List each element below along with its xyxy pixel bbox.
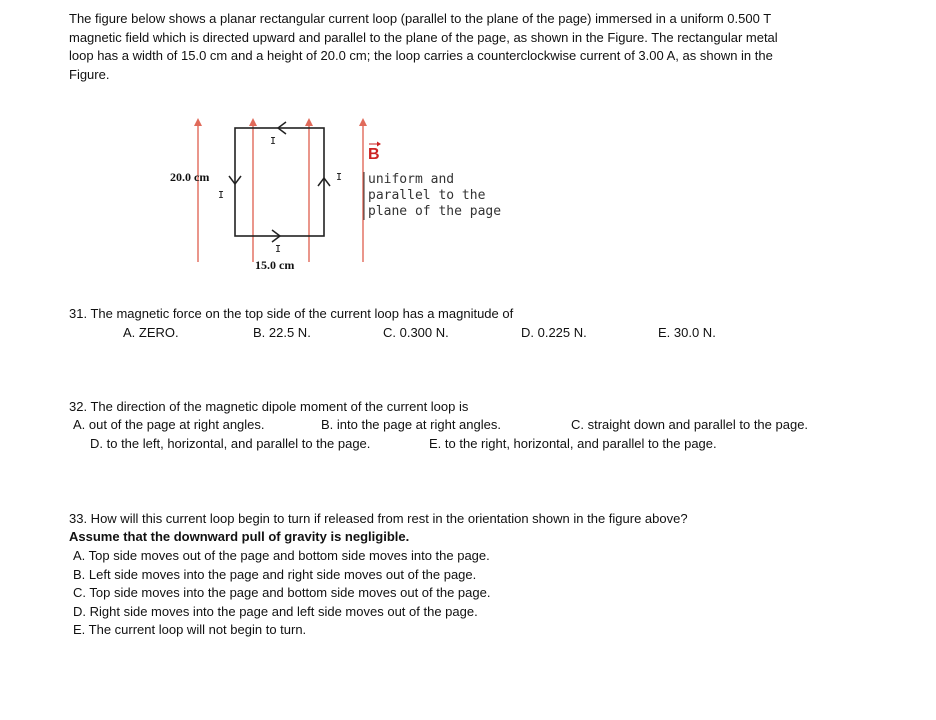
current-label-right: I bbox=[336, 172, 343, 183]
current-label-left: I bbox=[218, 190, 225, 201]
q32-option-a: A. out of the page at right angles. bbox=[73, 417, 265, 432]
q31-option-c: C. 0.300 N. bbox=[383, 325, 449, 340]
q31-option-e: E. 30.0 N. bbox=[658, 325, 716, 340]
current-label-bottom: I bbox=[275, 244, 282, 255]
intro-line-2: magnetic field which is directed upward and parallel to the plane of the page, as shown in the Figure. The rectangular metal bbox=[69, 29, 778, 45]
q33-stem: 33. How will this current loop begin to turn if released from rest in the orientation shown in the figure above? bbox=[69, 511, 688, 526]
width-label: 15.0 cm bbox=[255, 258, 295, 272]
q31-option-b: B. 22.5 N. bbox=[253, 325, 311, 340]
field-arrowhead-3 bbox=[305, 118, 313, 126]
intro-line-1: The figure below shows a planar rectangular current loop (parallel to the plane of the page) immersed in a uniform 0.500 T bbox=[69, 11, 772, 26]
figure bbox=[150, 110, 580, 280]
q31-option-d: D. 0.225 N. bbox=[521, 325, 587, 340]
q32-option-e: E. to the right, horizontal, and parallel to the page. bbox=[429, 436, 717, 451]
q31-stem: 31. The magnetic force on the top side of the current loop has a magnitude of bbox=[69, 306, 514, 321]
q32-option-c: C. straight down and parallel to the page. bbox=[571, 417, 809, 432]
height-label: 20.0 cm bbox=[170, 170, 210, 184]
field-arrowhead-1 bbox=[194, 118, 202, 126]
field-arrowhead-2 bbox=[249, 118, 257, 126]
q33-option-c: C. Top side moves into the page and bottom side moves out of the page. bbox=[73, 585, 491, 600]
q31-option-a: A. ZERO. bbox=[123, 325, 179, 340]
field-desc-3: plane of the page bbox=[368, 204, 502, 219]
current-loop bbox=[235, 128, 324, 236]
q33-note: Assume that the downward pull of gravity is negligible. bbox=[69, 529, 410, 544]
intro-line-3: loop has a width of 15.0 cm and a height of 20.0 cm; the loop carries a counterclockwise current of 3.00 A, as shown in the bbox=[69, 48, 773, 63]
intro-line-4: Figure. bbox=[69, 66, 110, 82]
field-arrowhead-4 bbox=[359, 118, 367, 126]
field-desc-2: parallel to the bbox=[368, 188, 486, 203]
field-desc-1: uniform and bbox=[368, 172, 455, 187]
current-label-top: I bbox=[270, 136, 277, 147]
q32-option-b: B. into the page at right angles. bbox=[321, 417, 501, 432]
q33-option-d: D. Right side moves into the page and left side moves out of the page. bbox=[73, 604, 478, 619]
field-symbol: B bbox=[368, 146, 380, 163]
q33-option-a: A. Top side moves out of the page and bottom side moves into the page. bbox=[73, 548, 490, 563]
q33-option-e: E. The current loop will not begin to turn. bbox=[73, 622, 307, 637]
q32-stem: 32. The direction of the magnetic dipole moment of the current loop is bbox=[69, 399, 469, 414]
figure-svg bbox=[150, 110, 580, 280]
q32-option-d: D. to the left, horizontal, and parallel to the page. bbox=[90, 436, 371, 451]
q33-option-b: B. Left side moves into the page and right side moves out of the page. bbox=[73, 567, 477, 582]
intro-paragraph bbox=[69, 10, 869, 84]
